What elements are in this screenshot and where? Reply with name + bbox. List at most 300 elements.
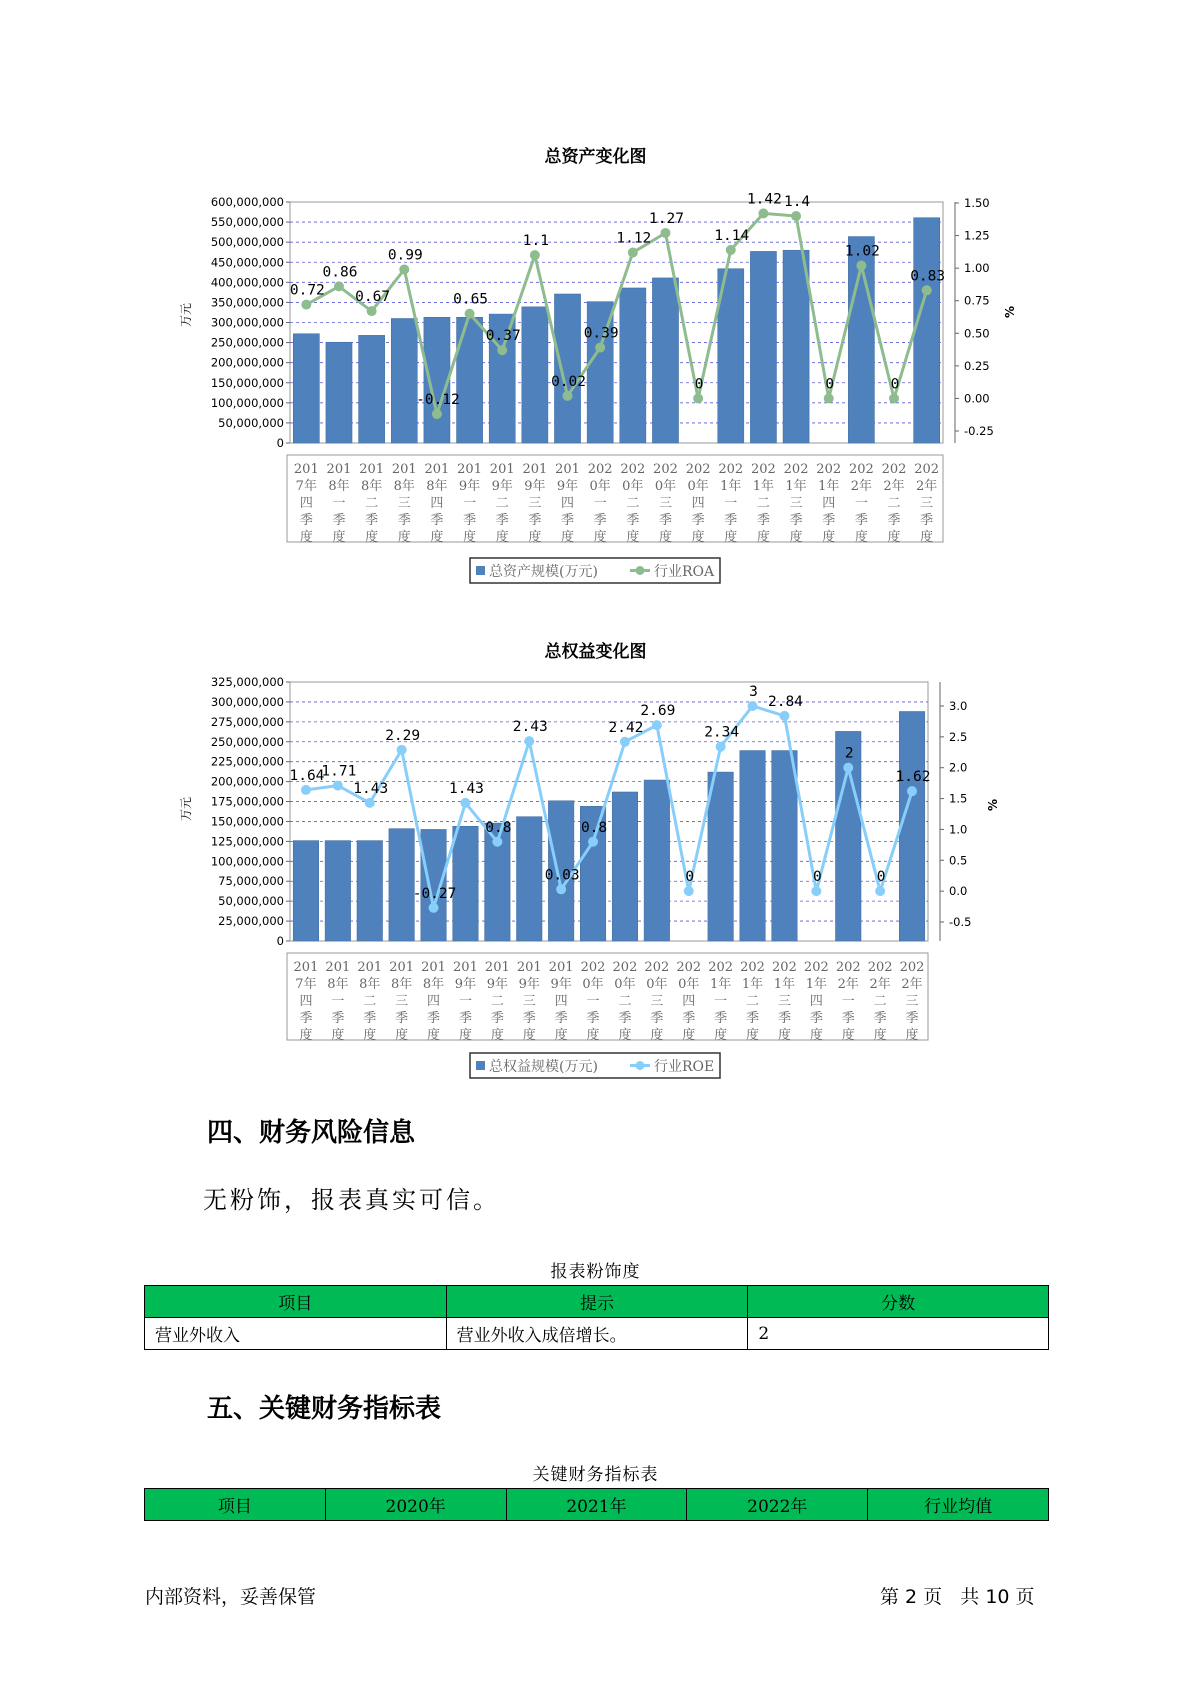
table1-caption: 报表粉饰度	[550, 1262, 641, 1282]
left-tick-label: 250,000,000	[210, 335, 284, 350]
line-point	[748, 701, 758, 711]
line-point	[811, 886, 821, 896]
left-tick-label: 50,000,000	[218, 894, 284, 909]
x-tick-line: 度	[299, 530, 313, 545]
x-tick-line: 二	[490, 994, 504, 1009]
left-axis-unit: 万元	[179, 796, 193, 822]
key-indicators-table	[144, 1488, 1049, 1521]
x-tick-line: 度	[430, 530, 444, 545]
x-tick-line: 一	[841, 994, 855, 1009]
x-tick-line: 一	[463, 496, 477, 511]
line-point	[620, 737, 630, 747]
x-tick-line: 202	[899, 960, 925, 975]
x-tick-line: 季	[365, 513, 379, 528]
line-point	[333, 781, 343, 791]
x-tick-line: 三	[528, 496, 542, 511]
data-label: 2.84	[767, 693, 803, 710]
data-label: 0.67	[355, 289, 391, 306]
x-tick-line: 202	[772, 960, 797, 975]
data-label: 0.8	[580, 819, 608, 836]
line-point	[429, 903, 439, 913]
left-axis-unit: 万元	[179, 302, 193, 328]
x-tick-line: 度	[841, 1028, 855, 1043]
x-tick-label	[581, 960, 606, 1043]
x-tick-line: 202	[914, 462, 940, 477]
legend-bar-swatch	[476, 566, 485, 575]
header-item: 项目	[145, 1489, 326, 1521]
x-tick-line: 度	[458, 1028, 472, 1043]
x-tick-line: 季	[658, 513, 672, 528]
x-tick-line: 度	[332, 530, 346, 545]
x-tick-line: 季	[905, 1011, 919, 1026]
x-tick-line: 一	[724, 496, 738, 511]
x-tick-label	[686, 462, 711, 545]
left-tick-label: 400,000,000	[210, 275, 284, 290]
left-tick-label: 0	[276, 934, 284, 948]
x-tick-label	[485, 960, 510, 1043]
x-tick-line: 季	[724, 513, 738, 528]
x-tick-line: 8年	[393, 479, 415, 494]
right-tick-label: -0.5	[949, 915, 972, 929]
data-label: 0.39	[583, 325, 619, 342]
x-tick-line: 201	[548, 960, 574, 975]
bar	[750, 251, 776, 443]
x-tick-line: 202	[848, 462, 874, 477]
bar	[554, 294, 580, 443]
x-tick-line: 季	[841, 1011, 855, 1026]
x-tick-line: 202	[620, 462, 646, 477]
x-tick-line: 三	[777, 994, 791, 1009]
x-tick-line: 度	[365, 530, 379, 545]
line-point	[397, 745, 407, 755]
x-tick-line: 0年	[654, 479, 677, 494]
data-label: 0.83	[910, 268, 946, 285]
x-tick-label	[676, 960, 701, 1043]
line-point	[432, 409, 442, 419]
x-tick-line: 0年	[687, 479, 709, 494]
right-tick-label: 1.5	[949, 791, 968, 806]
data-label: 0.03	[544, 867, 580, 884]
x-tick-line: 一	[593, 496, 607, 511]
x-tick-line: 四	[430, 496, 444, 511]
x-tick-line: 202	[708, 960, 734, 975]
x-tick-line: 202	[867, 960, 893, 975]
x-tick-line: 三	[650, 994, 664, 1009]
x-tick-line: 度	[495, 530, 509, 545]
x-tick-line: 8年	[359, 977, 381, 992]
header-hint: 提示	[446, 1286, 748, 1318]
total-equity-chart	[0, 668, 1191, 1108]
line-point	[497, 345, 507, 355]
x-tick-line: 度	[427, 1028, 441, 1043]
x-tick-line: 季	[746, 1011, 760, 1026]
x-tick-line: 2年	[869, 977, 891, 992]
line-point	[367, 306, 377, 316]
legend-line-label: 行业ROA	[654, 564, 715, 580]
x-tick-line: 1年	[710, 977, 732, 992]
x-tick-line: 度	[650, 1028, 664, 1043]
data-label: 0	[876, 869, 886, 886]
x-tick-line: 二	[363, 994, 377, 1009]
x-tick-line: 202	[718, 462, 744, 477]
x-tick-line: 二	[873, 994, 887, 1009]
x-tick-line: 8年	[391, 977, 413, 992]
data-label: 1.43	[353, 780, 389, 797]
legend-line-label: 行业ROE	[654, 1059, 715, 1075]
left-tick-label: 275,000,000	[210, 714, 284, 729]
x-tick-line: 201	[421, 960, 446, 975]
data-label: 2.34	[704, 724, 740, 741]
line-point	[779, 711, 789, 721]
x-tick-line: 一	[458, 994, 472, 1009]
x-tick-line: 0年	[589, 479, 611, 494]
x-tick-label	[325, 960, 350, 1043]
header-item: 项目	[145, 1286, 447, 1318]
table-header-row	[145, 1286, 1049, 1318]
x-tick-line: 9年	[486, 977, 508, 992]
x-tick-label	[772, 960, 797, 1043]
right-tick-label: 3.0	[949, 699, 968, 713]
x-tick-line: 度	[682, 1028, 696, 1043]
x-tick-line: 二	[495, 496, 509, 511]
x-tick-line: 度	[905, 1028, 919, 1043]
left-tick-label: 75,000,000	[218, 874, 284, 889]
x-tick-label	[708, 960, 733, 1043]
section5-heading: 五、关键财务指标表	[207, 1394, 442, 1424]
bar	[914, 218, 940, 443]
x-tick-label	[784, 462, 809, 545]
x-tick-line: 201	[359, 462, 385, 477]
left-tick-label: 550,000,000	[210, 215, 284, 230]
x-tick-line: 202	[881, 462, 907, 477]
data-label: 1.64	[289, 767, 325, 784]
x-tick-line: 季	[682, 1011, 696, 1026]
right-tick-label: 0.25	[964, 358, 990, 373]
right-axis-unit: %	[1003, 305, 1017, 319]
line-point	[556, 884, 566, 894]
x-tick-line: 三	[658, 496, 672, 511]
x-tick-line: 二	[756, 496, 770, 511]
x-tick-line: 季	[397, 513, 411, 528]
x-tick-line: 季	[691, 513, 705, 528]
x-tick-line: 四	[427, 994, 441, 1009]
x-tick-label	[644, 960, 669, 1043]
left-tick-label: 175,000,000	[210, 794, 284, 809]
x-tick-line: 1年	[720, 479, 742, 494]
line-point	[460, 798, 470, 808]
chart2-title: 总权益变化图	[544, 642, 647, 662]
left-tick-label: 150,000,000	[210, 375, 284, 390]
x-tick-line: 9年	[550, 977, 572, 992]
x-tick-line: 度	[561, 530, 575, 545]
section4-heading: 四、财务风险信息	[207, 1118, 416, 1148]
x-tick-line: 一	[854, 496, 868, 511]
legend-bar-label: 总资产规模(万元)	[489, 564, 598, 580]
line-point	[588, 837, 598, 847]
right-tick-label: 1.50	[964, 196, 990, 210]
x-tick-line: 201	[555, 462, 580, 477]
x-tick-line: 0年	[614, 977, 636, 992]
right-tick-label: 1.00	[964, 261, 990, 276]
right-tick-label: 2.5	[949, 729, 968, 744]
x-tick-line: 三	[395, 994, 409, 1009]
x-tick-line: 四	[561, 496, 575, 511]
bar	[391, 318, 417, 443]
data-label: -0.12	[416, 392, 460, 409]
x-tick-label	[653, 462, 678, 545]
x-tick-line: 四	[299, 496, 313, 511]
data-label: 1.71	[321, 763, 357, 780]
x-tick-line: 季	[822, 513, 836, 528]
x-tick-line: 季	[593, 513, 607, 528]
x-tick-line: 1年	[818, 479, 840, 494]
x-tick-line: 季	[299, 1011, 313, 1026]
x-tick-line: 二	[746, 994, 760, 1009]
x-tick-line: 1年	[752, 479, 775, 494]
x-tick-label	[718, 462, 743, 545]
left-tick-label: 125,000,000	[210, 834, 284, 849]
x-tick-line: 季	[331, 1011, 345, 1026]
line-point	[301, 785, 311, 795]
line-point	[875, 886, 885, 896]
x-tick-line: 9年	[524, 479, 546, 494]
x-tick-line: 度	[397, 530, 411, 545]
x-tick-line: 四	[691, 496, 705, 511]
x-tick-line: 7年	[295, 977, 317, 992]
x-tick-line: 度	[822, 530, 836, 545]
x-tick-line: 三	[522, 994, 536, 1009]
x-tick-label	[517, 960, 542, 1043]
left-tick-label: 325,000,000	[210, 675, 284, 689]
bar	[612, 792, 638, 941]
x-tick-line: 度	[618, 1028, 632, 1043]
right-tick-label: 0.5	[949, 853, 968, 868]
line-point	[889, 393, 899, 403]
x-tick-line: 季	[430, 513, 444, 528]
bar	[772, 751, 798, 941]
data-label: 0.37	[485, 328, 521, 345]
whitewash-table	[144, 1285, 1049, 1350]
bar	[516, 817, 542, 941]
bar	[899, 711, 925, 941]
x-tick-line: 202	[835, 960, 861, 975]
line-point	[530, 250, 540, 260]
right-tick-label: -0.25	[964, 424, 994, 438]
x-tick-line: 201	[489, 462, 515, 477]
x-tick-line: 9年	[458, 479, 481, 494]
data-label: 2.29	[385, 727, 421, 744]
x-tick-line: 度	[887, 530, 901, 545]
line-point	[843, 763, 853, 773]
data-label: 0.65	[453, 291, 489, 308]
legend	[470, 558, 720, 583]
x-tick-line: 度	[626, 530, 640, 545]
data-label: 1.4	[783, 194, 811, 211]
line-point	[856, 261, 866, 271]
left-tick-label: 200,000,000	[210, 774, 284, 789]
line-point	[791, 211, 801, 221]
x-tick-line: 201	[457, 462, 482, 477]
left-tick-label: 300,000,000	[210, 315, 284, 330]
table-header-row	[145, 1489, 1049, 1521]
x-tick-line: 度	[522, 1028, 536, 1043]
x-tick-line: 202	[740, 960, 765, 975]
x-tick-line: 度	[789, 530, 803, 545]
left-tick-label: 300,000,000	[210, 694, 284, 709]
left-tick-label: 200,000,000	[210, 355, 284, 370]
x-tick-line: 四	[822, 496, 836, 511]
section4-text: 无粉饰，报表真实可信。	[203, 1186, 500, 1214]
legend	[470, 1053, 720, 1078]
bar	[783, 250, 809, 443]
x-tick-label	[555, 462, 580, 545]
right-tick-label: 2.0	[949, 760, 968, 775]
x-axis-box	[287, 953, 928, 1040]
data-label: 2.43	[512, 719, 548, 736]
data-label: 0	[694, 376, 704, 393]
x-tick-line: 202	[803, 960, 829, 975]
x-tick-line: 9年	[556, 479, 579, 494]
x-tick-line: 季	[495, 513, 509, 528]
x-tick-label	[900, 960, 925, 1043]
x-tick-line: 季	[618, 1011, 632, 1026]
x-tick-line: 三	[397, 496, 411, 511]
line-point	[628, 248, 638, 258]
cell-item: 营业外收入	[145, 1318, 447, 1350]
x-tick-line: 季	[626, 513, 640, 528]
data-label: 3	[749, 684, 758, 700]
x-tick-line: 度	[395, 1028, 409, 1043]
x-tick-line: 度	[463, 530, 477, 545]
left-tick-label: 250,000,000	[210, 734, 284, 749]
left-tick-label: 450,000,000	[210, 255, 284, 270]
bar	[457, 317, 483, 443]
x-tick-label	[849, 462, 874, 545]
line-point	[693, 393, 703, 403]
x-tick-line: 季	[854, 513, 868, 528]
data-label: 2	[844, 745, 854, 762]
data-label: 2.69	[640, 703, 676, 720]
x-tick-line: 度	[593, 530, 607, 545]
line-point	[758, 208, 768, 218]
right-tick-label: 0.75	[964, 293, 990, 308]
x-tick-line: 201	[357, 960, 383, 975]
x-tick-line: 9年	[491, 479, 513, 494]
x-tick-line: 201	[325, 960, 351, 975]
legend-line-marker	[636, 1061, 645, 1070]
x-tick-line: 201	[389, 960, 415, 975]
x-tick-line: 二	[618, 994, 632, 1009]
line-point	[399, 264, 409, 274]
data-label: 1.14	[714, 227, 750, 244]
line-point	[726, 245, 736, 255]
x-tick-line: 季	[920, 513, 934, 528]
header-2020: 2020年	[325, 1489, 506, 1521]
data-label: 1.1	[522, 233, 549, 250]
x-tick-line: 季	[490, 1011, 504, 1026]
line-point	[716, 742, 726, 752]
x-tick-line: 度	[724, 530, 738, 545]
line-point	[492, 837, 502, 847]
x-tick-line: 季	[395, 1011, 409, 1026]
x-tick-line: 201	[391, 462, 417, 477]
x-tick-label	[868, 960, 893, 1043]
x-tick-line: 201	[516, 960, 542, 975]
line-point	[907, 786, 917, 796]
x-tick-label	[425, 462, 450, 545]
x-axis-box	[287, 455, 943, 542]
data-label: 1.62	[895, 769, 931, 786]
x-tick-line: 二	[887, 496, 901, 511]
x-tick-line: 二	[626, 496, 640, 511]
x-tick-label	[392, 462, 417, 545]
x-tick-label	[453, 960, 478, 1043]
bar	[293, 334, 319, 443]
line-point	[684, 886, 694, 896]
x-tick-line: 201	[424, 462, 450, 477]
left-tick-label: 225,000,000	[210, 754, 284, 769]
x-tick-line: 0年	[622, 479, 644, 494]
x-tick-line: 度	[490, 1028, 504, 1043]
x-tick-label	[389, 960, 414, 1043]
left-tick-label: 50,000,000	[218, 415, 284, 430]
x-tick-label	[294, 960, 319, 1043]
legend-line-marker	[636, 566, 645, 575]
x-tick-line: 2年	[901, 977, 923, 992]
x-tick-label	[914, 462, 939, 545]
bar	[620, 288, 646, 443]
x-tick-line: 季	[756, 513, 770, 528]
x-tick-line: 三	[905, 994, 919, 1009]
table-row	[145, 1318, 1049, 1350]
legend-bar-swatch	[476, 1061, 485, 1070]
bar	[708, 772, 734, 941]
x-tick-line: 度	[756, 530, 770, 545]
x-tick-line: 201	[326, 462, 352, 477]
x-tick-line: 201	[522, 462, 548, 477]
x-tick-line: 度	[299, 1028, 313, 1043]
x-tick-line: 9年	[454, 977, 477, 992]
x-tick-line: 201	[293, 960, 319, 975]
x-tick-line: 度	[920, 530, 934, 545]
x-tick-label	[457, 462, 482, 545]
x-tick-line: 度	[658, 530, 672, 545]
x-tick-line: 季	[789, 513, 803, 528]
x-tick-line: 季	[554, 1011, 568, 1026]
x-tick-line: 一	[714, 994, 728, 1009]
data-label: 0.86	[322, 264, 358, 281]
data-label: 1.42	[746, 191, 782, 208]
left-tick-label: 100,000,000	[210, 395, 284, 410]
line-point	[563, 391, 573, 401]
x-tick-line: 202	[644, 960, 670, 975]
x-tick-label	[740, 960, 765, 1043]
x-tick-line: 度	[554, 1028, 568, 1043]
data-label: 0	[890, 376, 900, 393]
x-tick-line: 度	[809, 1028, 823, 1043]
x-tick-line: 202	[612, 960, 638, 975]
x-tick-label	[836, 960, 861, 1043]
line-point	[301, 300, 311, 310]
right-tick-label: 1.25	[964, 228, 990, 243]
x-tick-line: 2年	[850, 479, 873, 494]
x-tick-line: 三	[920, 496, 934, 511]
right-axis-unit: %	[986, 798, 1000, 812]
x-tick-line: 度	[363, 1028, 377, 1043]
x-tick-line: 度	[873, 1028, 887, 1043]
x-tick-label	[549, 960, 574, 1043]
data-label: 0.99	[387, 247, 423, 264]
